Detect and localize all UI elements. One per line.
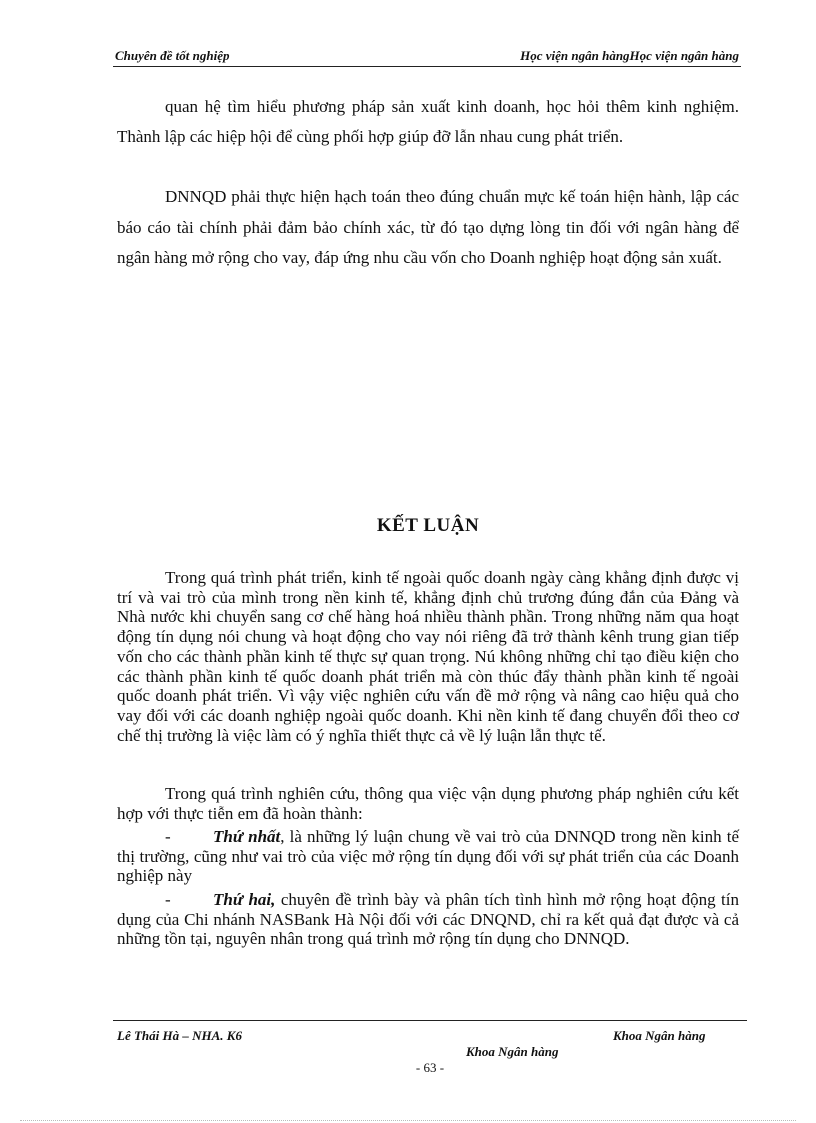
bullet-2-text: chuyên đề trình bày và phân tích tình hình mở rộng hoạt động tín dụng của Chi nhánh NASBank Hà Nội đối với các DNQND, chỉ ra kết quả đạt được và cả những tồn tại, nguyên nhân trong quá trình mở rộng tín dụng cho DNNQD. — [117, 890, 739, 949]
bullet-1-lead: Thứ nhất — [213, 827, 281, 846]
footer-department-center: Khoa Ngân hàng — [466, 1044, 559, 1059]
header-right-title: Học viện ngân hàngHọc viện ngân hàng — [520, 48, 739, 63]
conclusion-paragraph-1: Trong quá trình phát triển, kinh tế ngoài quốc doanh ngày càng khẳng định được vị trí và vai trò của mình trong nền kinh tế, khẳng định chủ trương đúng đắn của Đảng và Nhà nước khi chuyển sang cơ chế hàng hoá nhiều thành phần. Trong những năm qua hoạt động tín dụng nói chung và hoạt động cho vay nói riêng đã trở thành kênh trung gian tiếp vốn cho các thành phần kinh tế thực sự quan trọng. Nú không những chỉ tạo điều kiện cho các thành phần kinh tế quốc doanh phát triển mà còn thúc đẩy thành phần kinh tế ngoài quốc doanh phát triển. Vì vậy việc nghiên cứu vấn đề mở rộng và nâng cao hiệu quả cho vay đối với các doanh nghiệp ngoài quốc doanh. Khi nền kinh tế đang chuyển đổi theo cơ chế thị trường là việc làm có ý nghĩa thiết thực cả về lý luận lẫn thực tế. — [117, 568, 739, 745]
page-header — [113, 48, 741, 67]
page-bottom-rule — [20, 1120, 796, 1121]
bullet-2-lead: Thứ hai, — [213, 890, 276, 909]
body-paragraph-1 — [117, 92, 739, 152]
footer-department-right: Khoa Ngân hàng — [613, 1028, 706, 1043]
footer-author: Lê Thái Hà – NHA. K6 — [117, 1028, 242, 1043]
footer-divider — [113, 1020, 747, 1021]
body-paragraph-1-text: quan hệ tìm hiểu phương pháp sản xuất kinh doanh, học hỏi thêm kinh nghiệm. Thành lập các hiệp hội để cùng phối hợp giúp đỡ lẫn nhau cung phát triển. — [117, 97, 739, 146]
bullet-1-text: , là những lý luận chung về vai trò của DNNQD trong nền kinh tế thị trường, cũng như vai trò của việc mở rộng tín dụng đối với sự phát triển của các Doanh nghiệp này — [117, 827, 740, 886]
page-number: - 63 - — [415, 1060, 445, 1075]
conclusion-bullet-2 — [117, 890, 739, 949]
body-paragraph-2: DNNQD phải thực hiện hạch toán theo đúng chuẩn mực kế toán hiện hành, lập các báo cáo tài chính phải đảm bảo chính xác, từ đó tạo dựng lòng tin đối với ngân hàng để ngân hàng mở rộng cho vay, đáp ứng nhu cầu vốn cho Doanh nghiệp hoạt động sản xuất. — [117, 187, 739, 267]
bullet-dash: - — [165, 890, 171, 909]
header-left-title: Chuyên đề tốt nghiệp — [115, 48, 230, 63]
conclusion-bullet-1 — [117, 827, 739, 886]
conclusion-paragraph-2: Trong quá trình nghiên cứu, thông qua việc vận dụng phương pháp nghiên cứu kết hợp với thực tiễn em đã hoàn thành: — [117, 784, 739, 823]
conclusion-title: KẾT LUẬN — [376, 515, 480, 536]
bullet-dash: - — [165, 827, 171, 846]
